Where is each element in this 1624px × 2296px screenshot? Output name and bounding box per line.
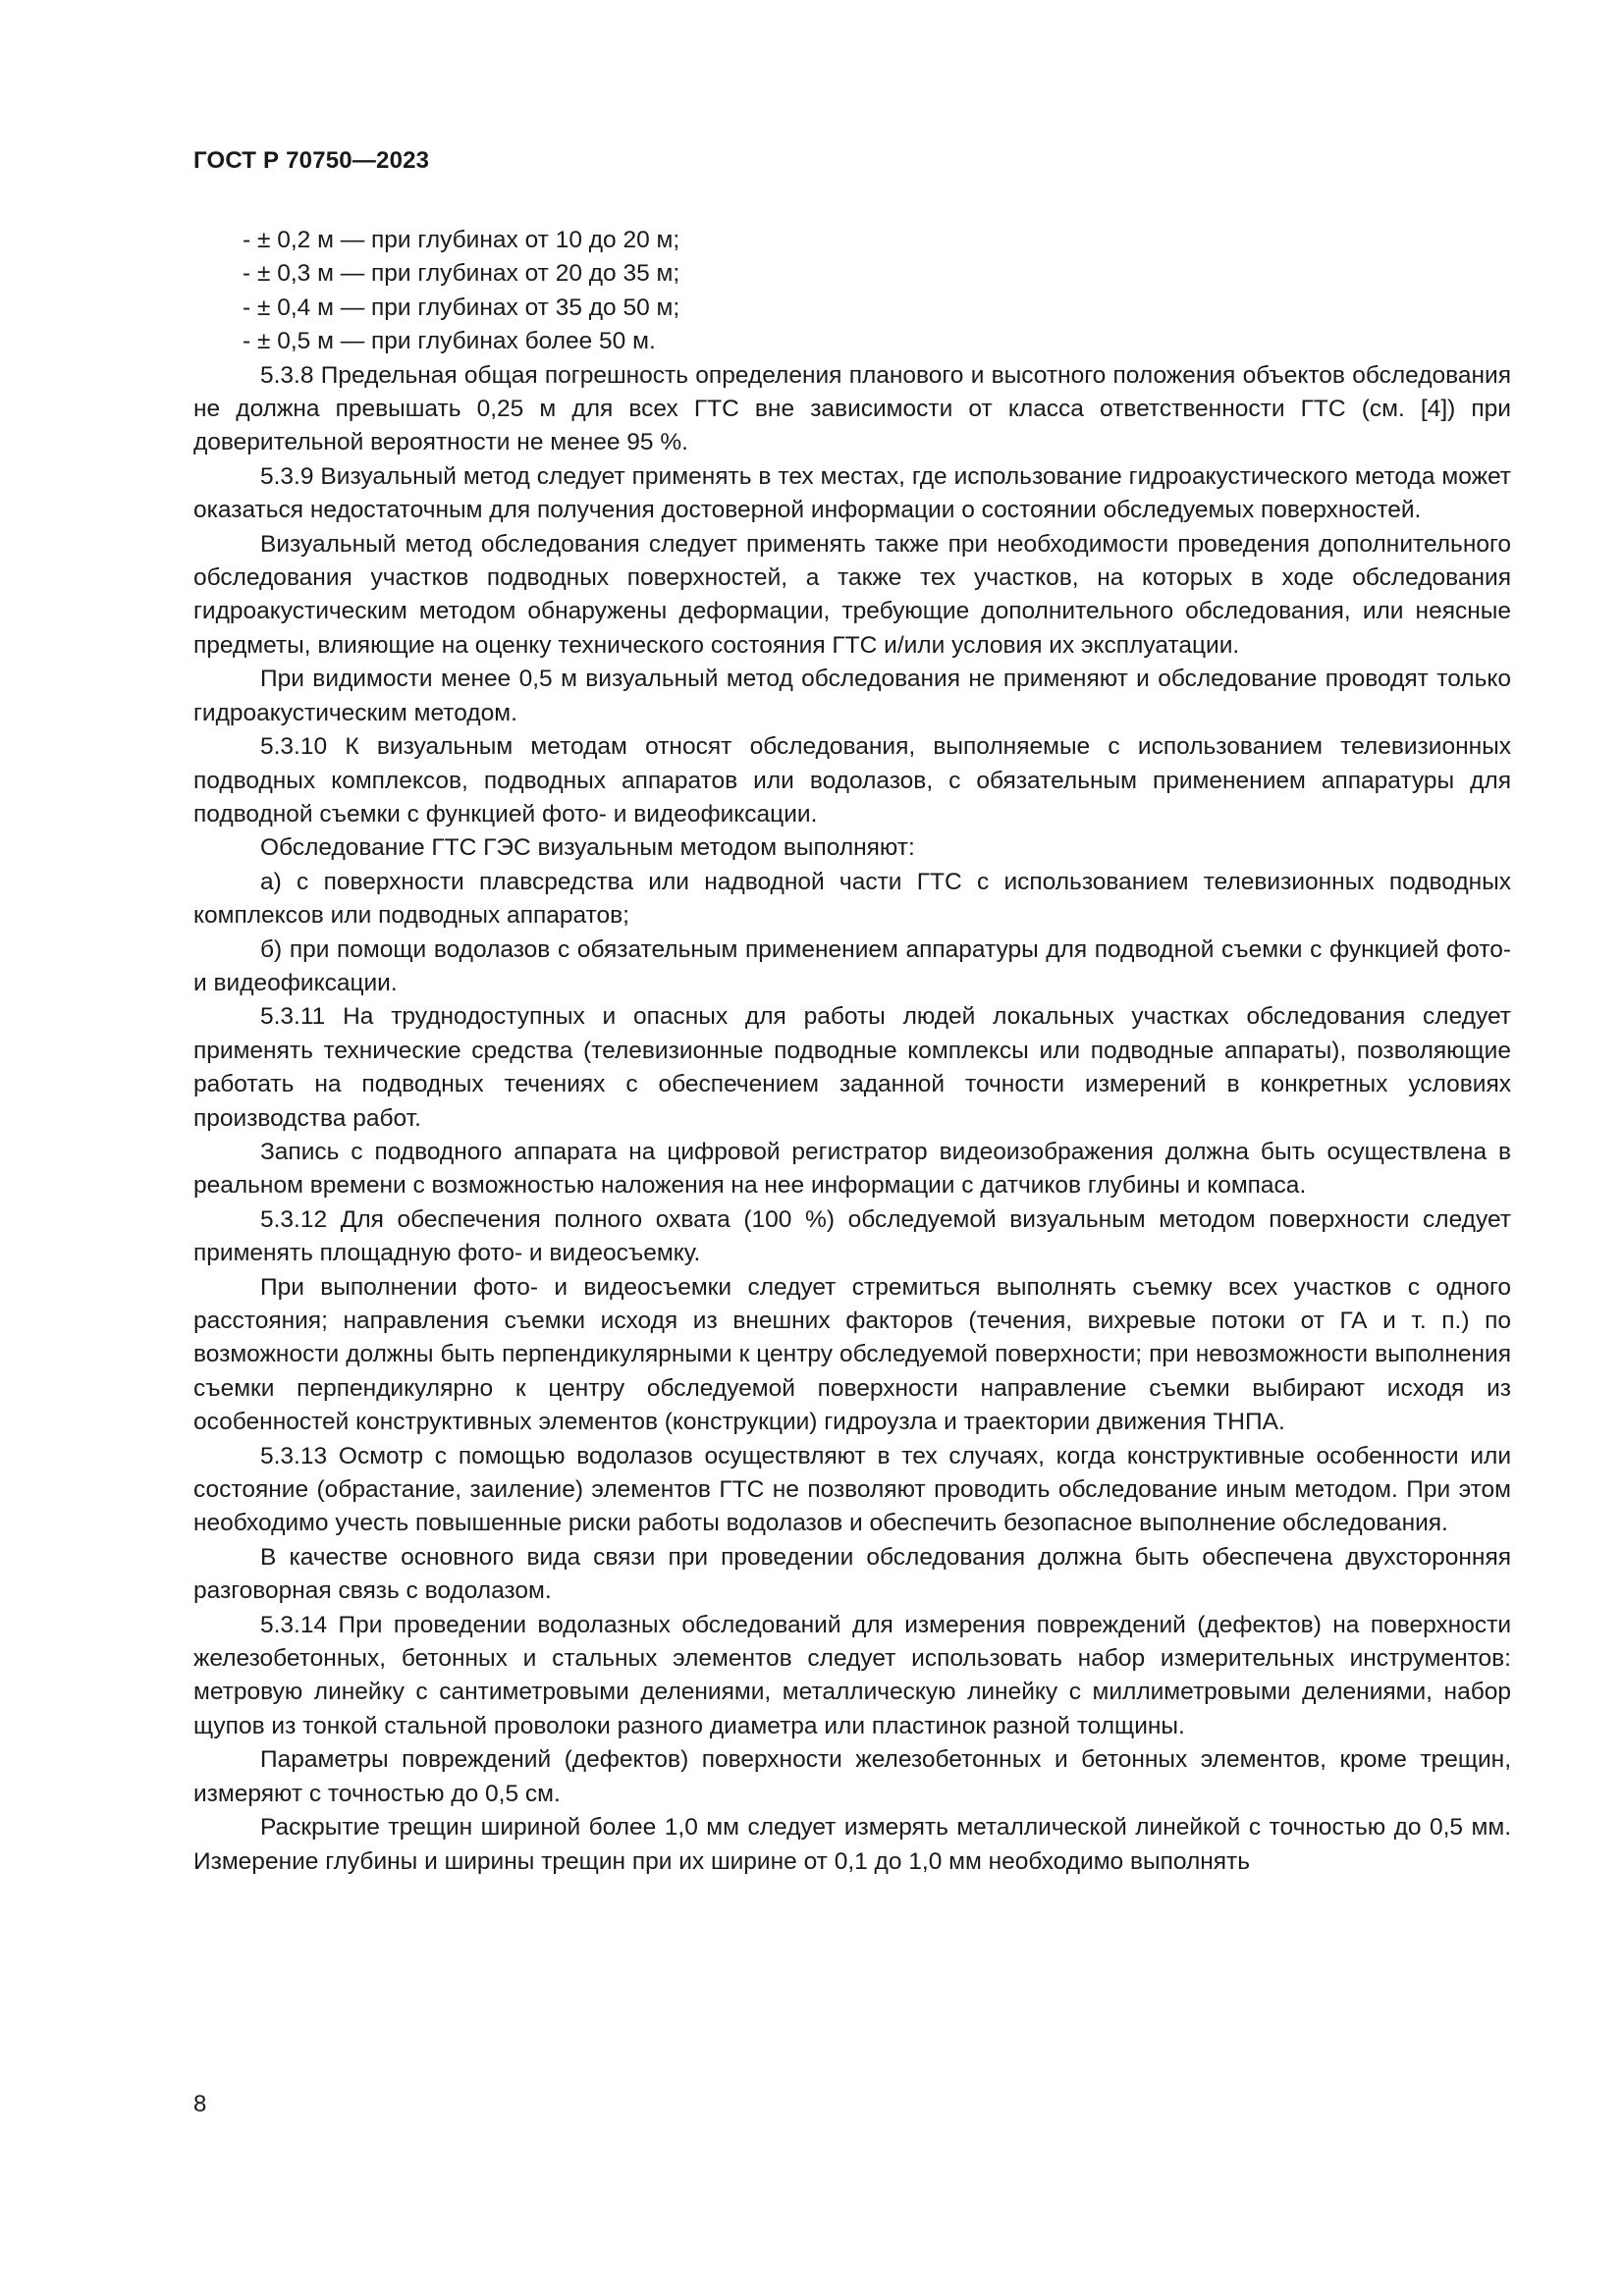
list-item: - ± 0,4 м — при глубинах от 35 до 50 м; [243,294,680,321]
list-item: - ± 0,5 м — при глубинах более 50 м. [243,328,656,355]
paragraph: Параметры повреждений (дефектов) поверхности железобетонных и бетонных элементов, кроме трещин, измеряют с точностью до 0,5 см. [193,1746,1511,1807]
document-header: ГОСТ Р 70750—2023 [193,147,430,174]
paragraph: Запись с подводного аппарата на цифровой регистратор видеоизображения должна быть осуществлена в реальном времени с возможностью наложения на нее информации с датчиков глубины и компаса. [193,1138,1511,1200]
paragraph: а) с поверхности плавсредства или надводной части ГТС с использованием телевизионных подводных комплексов или подводных аппаратов; [193,868,1511,930]
paragraph: 5.3.10 К визуальным методам относят обследования, выполняемые с использованием телевизионных подводных комплексов, подводных аппаратов или водолазов, с обязательным применением аппаратуры для подводной съемки с функцией фото- и видеофиксации. [193,733,1511,828]
page-number: 8 [193,2091,207,2117]
paragraph: 5.3.8 Предельная общая погрешность определения планового и высотного положения объектов обследования не должна превышать 0,25 м для всех ГТС вне зависимости от класса ответственности ГТС (см. [4]) при доверительной вероятности не менее 95 %. [193,361,1511,456]
paragraph: 5.3.11 На труднодоступных и опасных для работы людей локальных участках обследования следует применять технические средства (телевизионные подводные комплексы или подводные аппараты), позволяющие работать на подводных течениях с обеспечением заданной точности измерений в конкретных условиях производства работ. [193,1003,1511,1132]
paragraph: 5.3.13 Осмотр с помощью водолазов осуществляют в тех случаях, когда конструктивные особенности или состояние (обрастание, заиление) элементов ГТС не позволяют проводить обследование иным методом. При этом необходимо учесть повышенные риски работы водолазов и обеспечить безопасное выполнение обследования. [193,1442,1511,1537]
list-item: - ± 0,3 м — при глубинах от 20 до 35 м; [243,260,680,288]
paragraph: Обследование ГТС ГЭС визуальным методом выполняют: [260,834,915,862]
paragraph: 5.3.14 При проведении водолазных обследований для измерения повреждений (дефектов) на поверхности железобетонных, бетонных и стальных элементов следует использовать набор измерительных инструментов: метровую линейку с сантиметровыми делениями, металлическую линейку с миллиметровыми делениями, набор щупов из тонкой стальной проволоки разного диаметра или пластинок разной толщины. [193,1611,1511,1739]
paragraph: При выполнении фото- и видеосъемки следует стремиться выполнять съемку всех участков с одного расстояния; направления съемки исходя из внешних факторов (течения, вихревые потоки от ГА и т. п.) по возможности должны быть перпендикулярными к центру обследуемой поверхности; при невозможности выполнения съемки перпендикулярно к центру обследуемой поверхности направление съемки выбирают исходя из особенностей конструктивных элементов (конструкции) гидроузла и траектории движения ТНПА. [193,1273,1511,1436]
document-body [193,224,1511,1879]
paragraph: В качестве основного вида связи при проведении обследования должна быть обеспечена двухсторонняя разговорная связь с водолазом. [193,1543,1511,1605]
paragraph: При видимости менее 0,5 м визуальный метод обследования не применяют и обследование проводят только гидроакустическим методом. [193,666,1511,726]
paragraph: 5.3.12 Для обеспечения полного охвата (100 %) обследуемой визуальным методом поверхности следует применять площадную фото- и видеосъемку. [193,1205,1511,1267]
paragraph: Визуальный метод обследования следует применять также при необходимости проведения дополнительного обследования участков подводных поверхностей, а также тех участков, на которых в ходе обследования гидроакустическим методом обнаружены деформации, требующие дополнительного обследования, или неясные предметы, влияющие на оценку технического состояния ГТС и/или условия их эксплуатации. [193,530,1511,659]
list-item: - ± 0,2 м — при глубинах от 10 до 20 м; [243,227,680,253]
paragraph: Раскрытие трещин шириной более 1,0 мм следует измерять металлической линейкой с точностью до 0,5 мм. Измерение глубины и ширины трещин при их ширине от 0,1 до 1,0 мм необходимо выполнять [193,1814,1511,1875]
paragraph: б) при помощи водолазов с обязательным применением аппаратуры для подводной съемки с функцией фото- и видеофиксации. [193,935,1511,996]
paragraph: 5.3.9 Визуальный метод следует применять в тех местах, где использование гидроакустического метода может оказаться недостаточным для получения достоверной информации о состоянии обследуемых поверхностей. [193,462,1511,524]
